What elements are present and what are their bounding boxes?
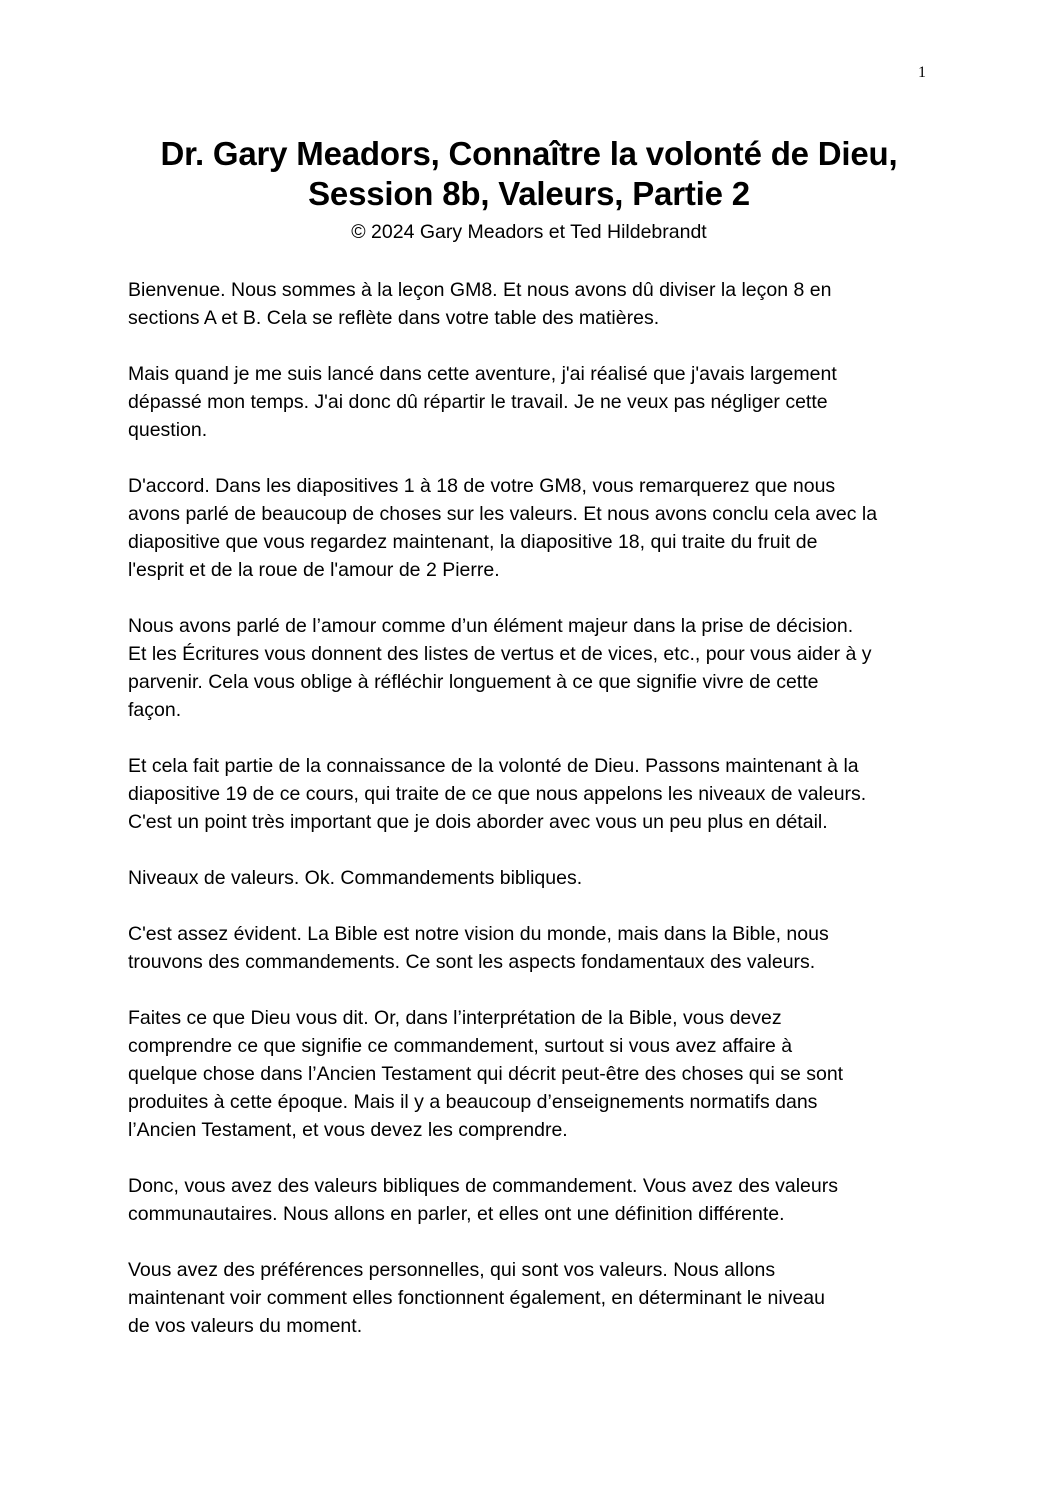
paragraph-line: trouvons des commandements. Ce sont les aspects fondamentaux des valeurs. [128,951,816,973]
paragraph-line: avons parlé de beaucoup de choses sur les valeurs. Et nous avons conclu cela avec la [128,503,878,525]
paragraph [128,276,936,332]
paragraph-line: C'est assez évident. La Bible est notre vision du monde, mais dans la Bible, nous [128,923,829,945]
paragraph-line: diapositive que vous regardez maintenant, la diapositive 18, qui traite du fruit de [128,531,818,553]
paragraph-line: Bienvenue. Nous sommes à la leçon GM8. Et nous avons dû diviser la leçon 8 en [128,279,832,301]
document-title-line-1: Dr. Gary Meadors, Connaître la volonté de Dieu, [160,135,898,172]
paragraph-line: Et les Écritures vous donnent des listes de vertus et de vices, etc., pour vous aider à y [128,643,872,665]
paragraph-line: parvenir. Cela vous oblige à réfléchir longuement à ce que signifie vivre de cette [128,671,819,693]
paragraph [128,472,936,584]
paragraph [128,1172,936,1228]
document-body [128,276,936,1368]
paragraph-line: l'esprit et de la roue de l'amour de 2 Pierre. [128,559,500,581]
paragraph-line: produites à cette époque. Mais il y a beaucoup d’enseignements normatifs dans [128,1091,818,1113]
paragraph-line: sections A et B. Cela se reflète dans votre table des matières. [128,307,660,329]
paragraph-line: façon. [128,699,182,721]
paragraph [128,864,936,892]
paragraph [128,1256,936,1340]
paragraph-line: Mais quand je me suis lancé dans cette aventure, j'ai réalisé que j'avais largement [128,363,837,385]
copyright-notice: © 2024 Gary Meadors et Ted Hildebrandt [351,221,707,243]
paragraph-line: Et cela fait partie de la connaissance de la volonté de Dieu. Passons maintenant à la [128,755,859,777]
paragraph [128,1004,936,1144]
document-title-line-2: Session 8b, Valeurs, Partie 2 [308,175,750,212]
paragraph [128,612,936,724]
paragraph-line: Donc, vous avez des valeurs bibliques de commandement. Vous avez des valeurs [128,1175,838,1197]
paragraph-line: dépassé mon temps. J'ai donc dû répartir le travail. Je ne veux pas négliger cette [128,391,828,413]
document-header [100,134,958,246]
paragraph-line: comprendre ce que signifie ce commandement, surtout si vous avez affaire à [128,1035,793,1057]
paragraph [128,920,936,976]
paragraph-line: Nous avons parlé de l’amour comme d’un élément majeur dans la prise de décision. [128,615,854,637]
paragraph-line: quelque chose dans l’Ancien Testament qui décrit peut-être des choses qui se sont [128,1063,844,1085]
paragraph-line: communautaires. Nous allons en parler, et elles ont une définition différente. [128,1203,785,1225]
paragraph [128,752,936,836]
page-number: 1 [918,64,926,81]
paragraph-line: Vous avez des préférences personnelles, qui sont vos valeurs. Nous allons [128,1259,776,1281]
paragraph-line: l’Ancien Testament, et vous devez les comprendre. [128,1119,568,1141]
paragraph-line: Faites ce que Dieu vous dit. Or, dans l’interprétation de la Bible, vous devez [128,1007,782,1029]
paragraph [128,360,936,444]
paragraph-line: C'est un point très important que je dois aborder avec vous un peu plus en détail. [128,811,828,833]
paragraph-line: Niveaux de valeurs. Ok. Commandements bibliques. [128,867,583,889]
paragraph-line: maintenant voir comment elles fonctionnent également, en déterminant le niveau [128,1287,825,1309]
paragraph-line: diapositive 19 de ce cours, qui traite de ce que nous appelons les niveaux de valeurs. [128,783,867,805]
paragraph-line: de vos valeurs du moment. [128,1315,363,1337]
paragraph-line: question. [128,419,208,441]
paragraph-line: D'accord. Dans les diapositives 1 à 18 de votre GM8, vous remarquerez que nous [128,475,836,497]
